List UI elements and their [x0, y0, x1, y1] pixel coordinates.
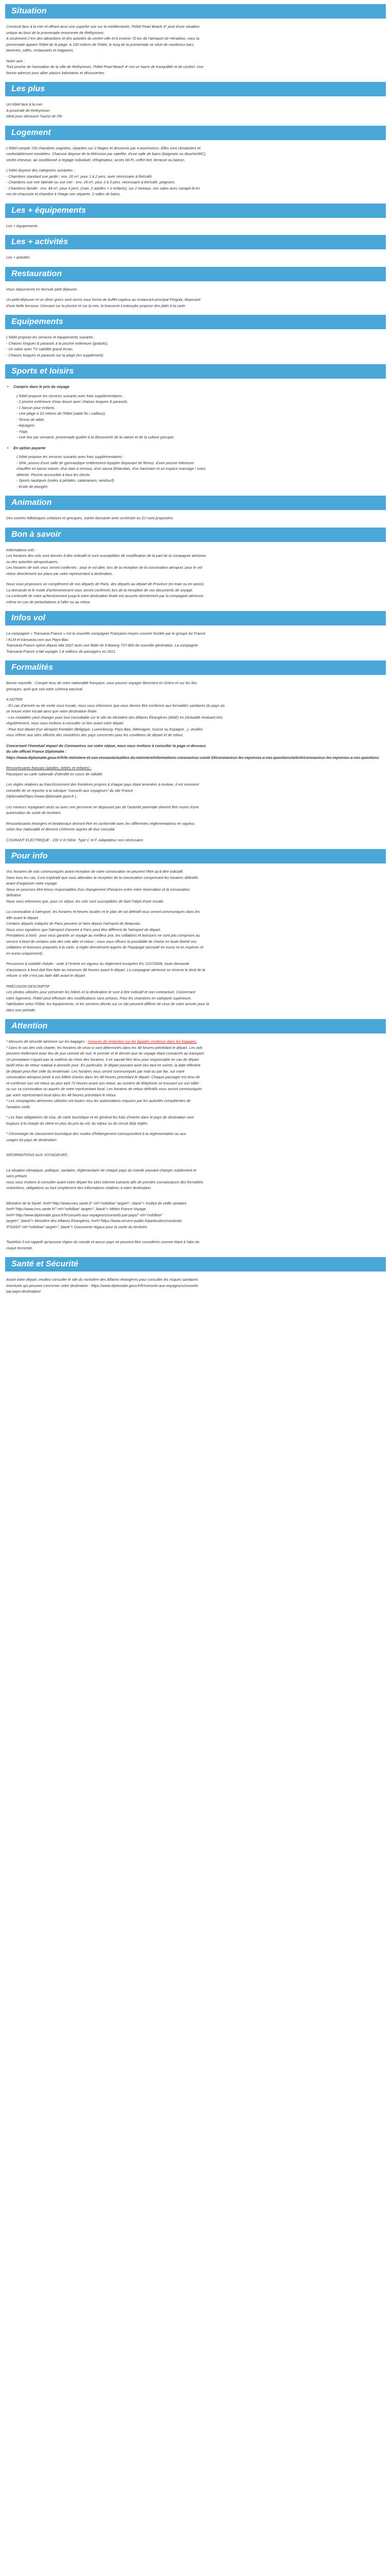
text-line: - En cas d'arrivée ou de sortie sous escale, nous vous informons que vous devrez être conforme aux formalités sanitaires du pays où [6, 703, 225, 708]
text-line: service à bord de certains vols des vols aller et retour ; nous vous offrons la possibilité de choisir en toute liberté vos [6, 939, 197, 944]
text-line: L'hôtel propose les services suivants avec frais supplémentaires : [17, 454, 124, 459]
covid-link[interactable]: https://www.diplomatie.gouv.fr/fr/le-ministere-et-son-reseau/actualites-du-ministere/informations-coronavirus-covid-19/coronavirus-les-reponses-a-vos-questions/article/coronavirus-les-reponses-a-vos-questions [6, 755, 379, 760]
logement-section [5, 145, 386, 197]
text-line: sèche-cheveux, air conditionné à réglage individuel, réfrigérateur, accès Wi-Fi, coffre-fort, terrasse ou balcon. [6, 157, 186, 162]
restauration-text [6, 297, 386, 309]
official-link[interactable]: target="_blank"> Ministère des Affaires Etrangères, href="https://www.service-public.fr/particuliers/vosdroits [6, 1218, 182, 1223]
text-line: avant d'organiser votre voyage. [6, 881, 58, 886]
text-line: Nous vous signalons que l'aéroport d'arrivée à Paris peut être différent de l'aéroport de départ. [6, 927, 161, 932]
text-line: d'une belle terrasse. Donnant sur la piscine et sur la mer, la brasserie Leukosyke propose des plats à la carte. [6, 303, 186, 308]
note-title: A NOTER [6, 697, 23, 702]
text-line: Tout proche de l'animation de la ville de Rethymnon, l'hôtel Pearl Beach 4* est un havre de tranquillité et de confort. Une [6, 64, 204, 69]
section-title-sante: Santé et Sécurité [5, 1257, 386, 1272]
text-line: * Les frais obligatoires de visa, de carte touristique et en général les frais d'entrée dans le pays de destination sont [6, 1115, 194, 1120]
section-title-animation: Animation [5, 496, 386, 510]
minors-text [6, 804, 386, 816]
text-line: Un prestataire n'ayant pas la maîtrise du choix des horaires, il ne saurait être tenu pour responsable en cas de départ [6, 1057, 199, 1062]
section-title-pour-info: Pour info [5, 849, 386, 863]
list-item: Un hôtel face à la mer [6, 102, 43, 107]
text-line: dans une période. [6, 1007, 36, 1012]
text-line: - Pour tout départ d'un aéroport frontalier (Belgique, Luxembourg, Pays-Bas, Allemagne, Suisse ou Espagne...), veuillez [6, 726, 203, 732]
bullet-included: • Compris dans le prix du voyage [7, 384, 386, 390]
text-line: vous référer aux sites officiels des ministères des pays concernés pour les conditions de départ et de retour. [6, 733, 184, 737]
text-line: restrictions, obligations ou tout simplement des informations relatives à votre destination. [6, 1185, 152, 1190]
official-link[interactable]: Ministère de la Santé: href="http://www.mes.sante.fr" rel="nofollow" target="_blank"> Institut de veille sanitaire, [6, 1200, 188, 1206]
equipements-plus-section [5, 223, 386, 229]
restauration-section [5, 286, 386, 309]
section-title-sports: Sports et loisirs [5, 364, 386, 379]
text-line: toujours à la charge du client en plus du prix du vol, du séjour ou du circuit déjà réglés. [6, 1121, 149, 1126]
official-link[interactable]: /F32653" rel="nofollow" target="_blank"> Documents légaux pour la sortie du territoire. [6, 1224, 149, 1229]
text-line: Les règles relatives au franchissement des frontières propres à chaque pays étant amenées à évoluer, il est vivement [6, 782, 199, 787]
text-line: Certains départs indiqués de Paris peuvent se faire depuis l'aéroport de Beauvais. [6, 921, 141, 926]
covid-subtitle: du site officiel France Diplomatie : [6, 749, 67, 754]
official-link[interactable]: href="http://www.invs.sante.fr/" rel="nofollow" target="_blank"> Météo France Voyage, [6, 1207, 147, 1211]
situation-notes [6, 58, 386, 76]
activites-plus-section [5, 255, 386, 261]
list-item: A proximité de Rethymnon [6, 108, 50, 113]
text-line: unique au bout de la promenade renommée de Rethymnon. [6, 30, 105, 35]
optional-block [6, 454, 386, 489]
text-line: régulièrement, nous vous invitons à consulter ce lien avant votre départ. [6, 721, 124, 725]
official-link[interactable]: href="http://www.diplomatie.gouv.fr/fr/conseils-aux-voyageurs/conseils-par-pays/" rel="nofollow" [6, 1212, 162, 1217]
list-item: - Une fois par semaine, promenade guidée à la découverte de la nature et de la culture grecque. [17, 435, 175, 439]
text-line: L'hôtel propose les services suivants avec frais supplémentaires : [17, 393, 124, 398]
text-line: l'attribution selon l'hôtel, les équipements, et les services décrits sur ce site peuvent différer de ceux de votre arrivée pour la [6, 1002, 209, 1006]
text-line: en euros uniquement). [6, 951, 43, 956]
text-line: Transavia France a fait voyager 1,8 millions de passagers en 2011. [6, 649, 117, 654]
text-line: A seulement 2 km des attractions et des activités du centre-ville et à environ 70 km de l'aéroport de Héraklion, vous la [6, 36, 200, 41]
attention-classification [6, 1131, 386, 1143]
text-line: Transavia France opère depuis Mai 2007 avec une flotte de 8 Boeing 737-800 de nouvelle génération. La compagnie [6, 643, 198, 648]
text-line: peuvent réellement avoir lieu de jour comme de nuit, le premier et le dernier jour du voyage étant consacrés au transport. [6, 1051, 205, 1056]
section-title-logement: Logement [5, 126, 386, 140]
attention-flights [6, 1039, 386, 1110]
formalites-section [5, 680, 386, 843]
text-line: Nous vous proposons un complément de nos départs de Paris, des départs au départ de Province (en train ou en avion). [6, 582, 205, 586]
spacer [6, 1234, 386, 1239]
list-item: détente. Piscine accessible à tous les clients. [17, 472, 91, 477]
section-title-formalites: Formalités [5, 660, 386, 675]
included-block [6, 393, 386, 440]
text-line: par-pays-destination/ [6, 1289, 41, 1294]
equipements-plus-text [6, 223, 386, 229]
animation-section [5, 515, 386, 521]
text-line: Vos horaires de vols communiqués avant réception de votre convocation ne peuvent l'être qu'à titre indicatif. [6, 869, 184, 874]
convocation-text [6, 909, 386, 956]
plus-list [6, 101, 386, 120]
text-line: usages du pays de destination. [6, 1137, 58, 1142]
formalites-intro [6, 680, 386, 692]
list-item: Idéal pour découvrir l'ouest de l'île [6, 114, 62, 118]
text-line: Vous séjournerez en formule petit déjeuner. [6, 286, 78, 292]
bon-savoir-section [5, 547, 386, 605]
text-line: / KLM et transavia.com aux Pays-Bas. [6, 637, 69, 642]
sports-section [5, 384, 386, 489]
list-item: - 1 piscine extérieure d'eau douce avec chaises longues & parasols, [17, 399, 128, 404]
text-line: collations et boissons proposés à la carte, à régler directement auprès de l'équipage (accepté en euros et en espèces et [6, 945, 204, 950]
text-line: l'aviation civile. [6, 1104, 31, 1109]
text-line: Notre avis : [6, 58, 25, 63]
text-line: retour directement sur place par votre représentant à destination. [6, 571, 113, 576]
text-line: grecques, quel que soit votre schéma vaccinal. [6, 686, 84, 691]
text-line: promenade appare l'hôtel de la plage. A 100 mètres de l'hôtel, le long de la promenade se situe de nombreux bars, [6, 42, 195, 47]
text-line: L'hôtel propose les services et équipements suivants : [6, 335, 95, 340]
list-item: - Ecole de plongée. [17, 484, 48, 489]
section-title-equipements-plus: Les + équipements [5, 204, 386, 218]
text-line: Les + équipements [6, 223, 38, 228]
text-line: nous vous invitons à consulter avant votre départ les sites Internet suivants afin de prendre connaissance des formalités [6, 1179, 203, 1184]
nationals-title: Ressortissants français (adultes, bébés et enfants) : [6, 766, 92, 770]
text-line: Les + activités [6, 255, 30, 260]
text-line: L'hôtel compte 150 chambres soignées, réparties sur 2 étages et desservis par 4 ascenseurs. Elles sont climatisées et [6, 145, 201, 150]
list-item: - Une plage à 10 mètres de l'hôtel (sable fin / cailloux), [17, 411, 106, 416]
bullet-optional: • En option payante [7, 445, 386, 451]
text-line: Nous vous informons que, pour ce séjour, les vols sont susceptibles de faire l'objet d'une escale. [6, 899, 165, 904]
reduced-mobility-text [6, 961, 386, 979]
text-line: La continuité de votre acheminement jusqu'à votre destination finale est assurée directement par la compagnie aérienne, [6, 594, 205, 598]
text-line: Personnes à mobilité réduite : suite à l'entrée en vigueur du règlement européen EU 1107/2006, toute demande [6, 961, 189, 966]
list-item: - Chaises longues & parasols à la piscine extérieure (gratuits), [6, 341, 108, 346]
section-title-equipements: Equipements [5, 315, 386, 329]
restauration-formula [6, 286, 386, 293]
text-line: re-confirmer son vol retour au plus tard 72 heures avant son retour, au numéro de téléphone se trouvant sur son billet [6, 1080, 199, 1086]
equipements-section [5, 334, 386, 358]
schedule-text [6, 869, 386, 904]
text-line: définitive. [6, 893, 22, 897]
text-line: Informations vols : [6, 547, 37, 552]
text-line: La convocation à l'aéroport, les horaires et heures locales et le plan de vol définitif vous seront communiqués dans les [6, 909, 200, 914]
text-line: Les horaires de vols vous seront confirmés : pour le vol aller, lors de la réception de la convocation aéroport, pour le vol [6, 565, 202, 570]
logement-types [6, 167, 386, 197]
electricity-text [6, 837, 386, 843]
formalites-note [6, 697, 386, 738]
text-line: Nous ne pourrons être tenus responsables d'un changement d'horaires entre votre réservation et la convocation [6, 887, 190, 892]
text-line: refuser si elle n'est pas faite 48h avant le départ. [6, 973, 86, 978]
list-item: - Yoga, [17, 429, 28, 434]
text-line: Construit face à la mer et offrant ainsi une superbe vue sur la méditerranée, l'hôtel Pearl Beach 4* jouit d'une situation [6, 24, 200, 29]
list-item: - Un salon avec TV satellite grand écran, [6, 347, 73, 351]
text-line: INFORMATIONS AUX VOYAGEURS : [6, 1153, 70, 1157]
text-line: par votre représentant local dans les 48 heures précédant le retour. [6, 1092, 117, 1097]
optional-list [17, 454, 386, 489]
terrorism-warning [6, 1239, 386, 1251]
nationals-block [6, 765, 386, 777]
section-title-bon-savoir: Bon à savoir [5, 528, 386, 542]
liquids-restriction-link[interactable]: mesures de restriction sur les liquides contenus dans les bagages. [88, 1039, 197, 1044]
list-item: rez-de-chaussée et chambre à l'étage non séparée, 2 salles de bains. [6, 192, 121, 196]
text-line: d'assistance à bord doit être faite au minimum 48 heures avant le départ. La compagnie aérienne se réserve le droit de la [6, 967, 205, 972]
text-line: - Les modalités peut changer pour tout consultable sur le site du Ministère des Affaires Étrangères (MAE) en (Actualité évoluant très [6, 715, 223, 720]
text-line: La situation climatique, politique, sanitaire, réglementaire de chaque pays du monde pouvant changer subitement et [6, 1167, 197, 1173]
section-title-plus: Les plus [5, 82, 386, 96]
text-line: risque terroriste. [6, 1245, 33, 1250]
text-line: Bonne nouvelle : Compte tenu de votre nationalité française, vous pouvez voyager librement en Grèce et sur les îles [6, 681, 197, 685]
precision-block [6, 984, 386, 1013]
list-item: - Chambres standard vue jardin : env. 26 m², pour 1 à 2 pers. avec nécessaire à thé/café. [6, 174, 153, 179]
text-line: tardif et/ou de retour matinal à domicile pour. En particulier, le départ pouvant avoir lieu tard en soirée, la date effective [6, 1063, 201, 1067]
equipements-list [6, 334, 386, 358]
activites-plus-text [6, 255, 386, 261]
spacer [6, 1147, 386, 1152]
security-line [6, 1039, 386, 1045]
text-line: La demande et le mode d'acheminement vous seront confirmés lors de la réception de vos documents de voyage. [6, 587, 193, 592]
text-line: convocation aéroport jointe à vos billets d'avion dans les 48 heures précédant le départ. Chaque passager est tenu de [6, 1075, 200, 1079]
logement-intro [6, 145, 386, 163]
list-item: - Chambres vue mer latérale ou vue mer : env. 26 m², pour 2 à 3 pers. nécessaire à thé/café, peignoirs. [6, 180, 176, 184]
section-title-situation: Situation [5, 4, 386, 19]
pour-info-section [5, 869, 386, 1013]
spacer [6, 1196, 386, 1200]
text-line: éventuels qui peuvent concerner votre destination : https://www.diplomatie.gouv.fr/fr/conseils-aux-voyageurs/conseils- [6, 1283, 199, 1288]
list-item: - Sports nautiques (voiles à pédales, catamarans, windsurf). [17, 478, 115, 483]
text-line: Passeport ou carte nationale d'identité en cours de validité. [6, 771, 103, 776]
text-line: selon leur nationalité et devront s'informer auprès de leur consulat. [6, 827, 116, 832]
text-line: sans préavis [6, 1174, 27, 1178]
text-line: votre logement, l'hôtel peut effectuer des modifications sans préavis. Pour les chambres en catégorie supérieure, [6, 995, 192, 1001]
list-item: - Chambres famille : env. 48 m², pour 4 pers. (max. 2 adultes + 2 enfants), sur 2 niveaux, son salon avec canapé-lit en [6, 185, 200, 191]
text-line: Dans tous les cas, il est impératif que vous attendiez la réception de la convocation comprenant les horaires définitifs [6, 875, 198, 880]
sante-section [5, 1277, 386, 1295]
text-line: La compagnie « Transavia France » est la nouvelle compagnie Française moyen courrier fondée par le groupe Air France [6, 631, 206, 636]
situation-text [6, 24, 386, 54]
text-line: confortablement meublées. Chacune dispose de la télévision par satellite, d'une salle de bains (baignoire ou douche/WC), [6, 151, 206, 156]
text-line: autorisation de sortie de territoire. [6, 810, 62, 815]
text-line: Diplomatie(https://www.diplomatie.gouv.fr ). [6, 794, 77, 799]
text-line: COURANT ELECTRIQUE : 230 V et 50Hz. Type C et F. Adaptateur non nécessaire. [6, 837, 144, 842]
precision-title: PRÉCISION DESCRIPTIF [6, 984, 50, 989]
airline-text [6, 631, 386, 654]
text-line: se trouve votre escale ainsi que votre destination finale. [6, 709, 97, 714]
text-line: Un petit-déjeuner et un dîner grecs sont servis sous forme de buffet copieux au restaurant principal Pergola, disposant [6, 297, 201, 302]
official-links [6, 1200, 386, 1230]
spacer [6, 1163, 386, 1167]
text-line: Les mineurs voyageant seuls ou avec une personne ne disposant pas de l'autorité parentale doivent être munis d'une [6, 804, 199, 809]
section-title-activites-plus: Les + activités [5, 235, 386, 249]
text-line: Les photos utilisées pour présenter les hôtels et la destination le sont à titre indicatif et non contractuel. Concernant [6, 990, 196, 994]
flight-info-text [6, 547, 386, 577]
text-line: Ressortissants étrangers et binationaux devront être en conformité avec les différentes réglementations en vigueur, [6, 821, 196, 826]
text-line: même en cas de perturbations à l'aller ou au retour. [6, 599, 91, 604]
list-item: - 1 bassin pour enfants, [17, 405, 56, 410]
text-line: * Les compagnies aériennes utilisées ont toutes reçu les autorisations requises par les autorités compétentes de [6, 1098, 191, 1103]
text-line: bonne adresse pour allier plaisirs balnéaires et découvertes. [6, 70, 105, 75]
section-title-restauration: Restauration [5, 267, 386, 281]
borders-text [6, 782, 386, 800]
section-title-attention: Attention [5, 1019, 386, 1033]
travellers-info-title [6, 1152, 386, 1158]
list-item: - Tennis de table, [17, 417, 45, 422]
text-line: * Chronologie de classement touristique des modes d'hébergement correspondent à la réglementation ou aux [6, 1131, 186, 1136]
covid-block [6, 743, 386, 761]
foreigners-text [6, 821, 386, 833]
text-line: * Dans le cas des vols charter, les horaires de ceux-ci sont déterminés dans les 48 heures précédant le départ. Les vols [6, 1045, 203, 1050]
situation-section [5, 24, 386, 76]
included-list [17, 393, 386, 440]
animation-text [6, 515, 386, 521]
attention-section [5, 1039, 386, 1251]
security-lead: * Mesures de sécurité aérienne sur les bagages : [6, 1039, 87, 1044]
text-line: Les horaires des vols sont donnés à titre indicatif et sont susceptibles de modification de la part de la compagnie aérienne [6, 553, 206, 558]
text-line: ou des autorités aéroportuaires. [6, 559, 59, 564]
text-line: Prestations à bord : pour vous garantir un voyage au meilleur prix, les collations et boissons ne sont pas comprises au [6, 933, 200, 938]
infos-vol-section [5, 631, 386, 654]
text-line: conseillé de se reporter à la rubrique "conseils aux voyageurs" du site France [6, 788, 134, 793]
text-line: Des soirées folkloriques crétoises et grecques, soirée dansante avec orchestre ou DJ sont proposées. [6, 516, 174, 520]
list-item: - Chaises longues et parasols sur la plage (en supplément). [6, 352, 104, 358]
departures-text [6, 581, 386, 605]
list-item: - Aquagym, [17, 423, 36, 428]
sante-text [6, 1277, 386, 1295]
covid-title: Concernant l'éventuel impact du Coronavirus sur votre séjour, nous vous invitons à consulter la page ci-dessous [6, 743, 206, 748]
text-line: tavernes, cafés, restaurants et magasins. [6, 48, 74, 53]
attention-visa [6, 1114, 386, 1126]
plus-section [5, 101, 386, 120]
text-line: 48h avant le départ. [6, 915, 39, 920]
section-title-infos-vol: Infos vol [5, 611, 386, 625]
list-item: - SPA, pourvu d'une salle de gymnastique entièrement équipée disposant de fitness, d'une piscine intérieure [17, 460, 194, 465]
text-line: de départ peut être celle du lendemain. Les horaires vous seront communiqués par mail ou par fax, sur votre [6, 1069, 185, 1074]
text-line: ou sur sa convocation ou auprès de votre représentant local. Les horaires de retour définitifs vous seront communiqués [6, 1087, 202, 1091]
text-line: L'hôtel dispose des catégories suivantes : [6, 168, 75, 173]
text-line: Toutefois il est rappelé qu'aucune région du monde et aucun pays ne peuvent être considérés comme étant à l'abri du [6, 1240, 200, 1244]
list-item: chauffée en basse saison, d'un bain à remous, d'un sauna (finlandais, d'un hammam et un espace massage / soins [17, 466, 206, 471]
travellers-info-text [6, 1167, 386, 1191]
text-line: Avant votre départ, veuillez consulter le site du ministère des Affaires étrangères pour consulter les risques sanitaires [6, 1277, 199, 1282]
